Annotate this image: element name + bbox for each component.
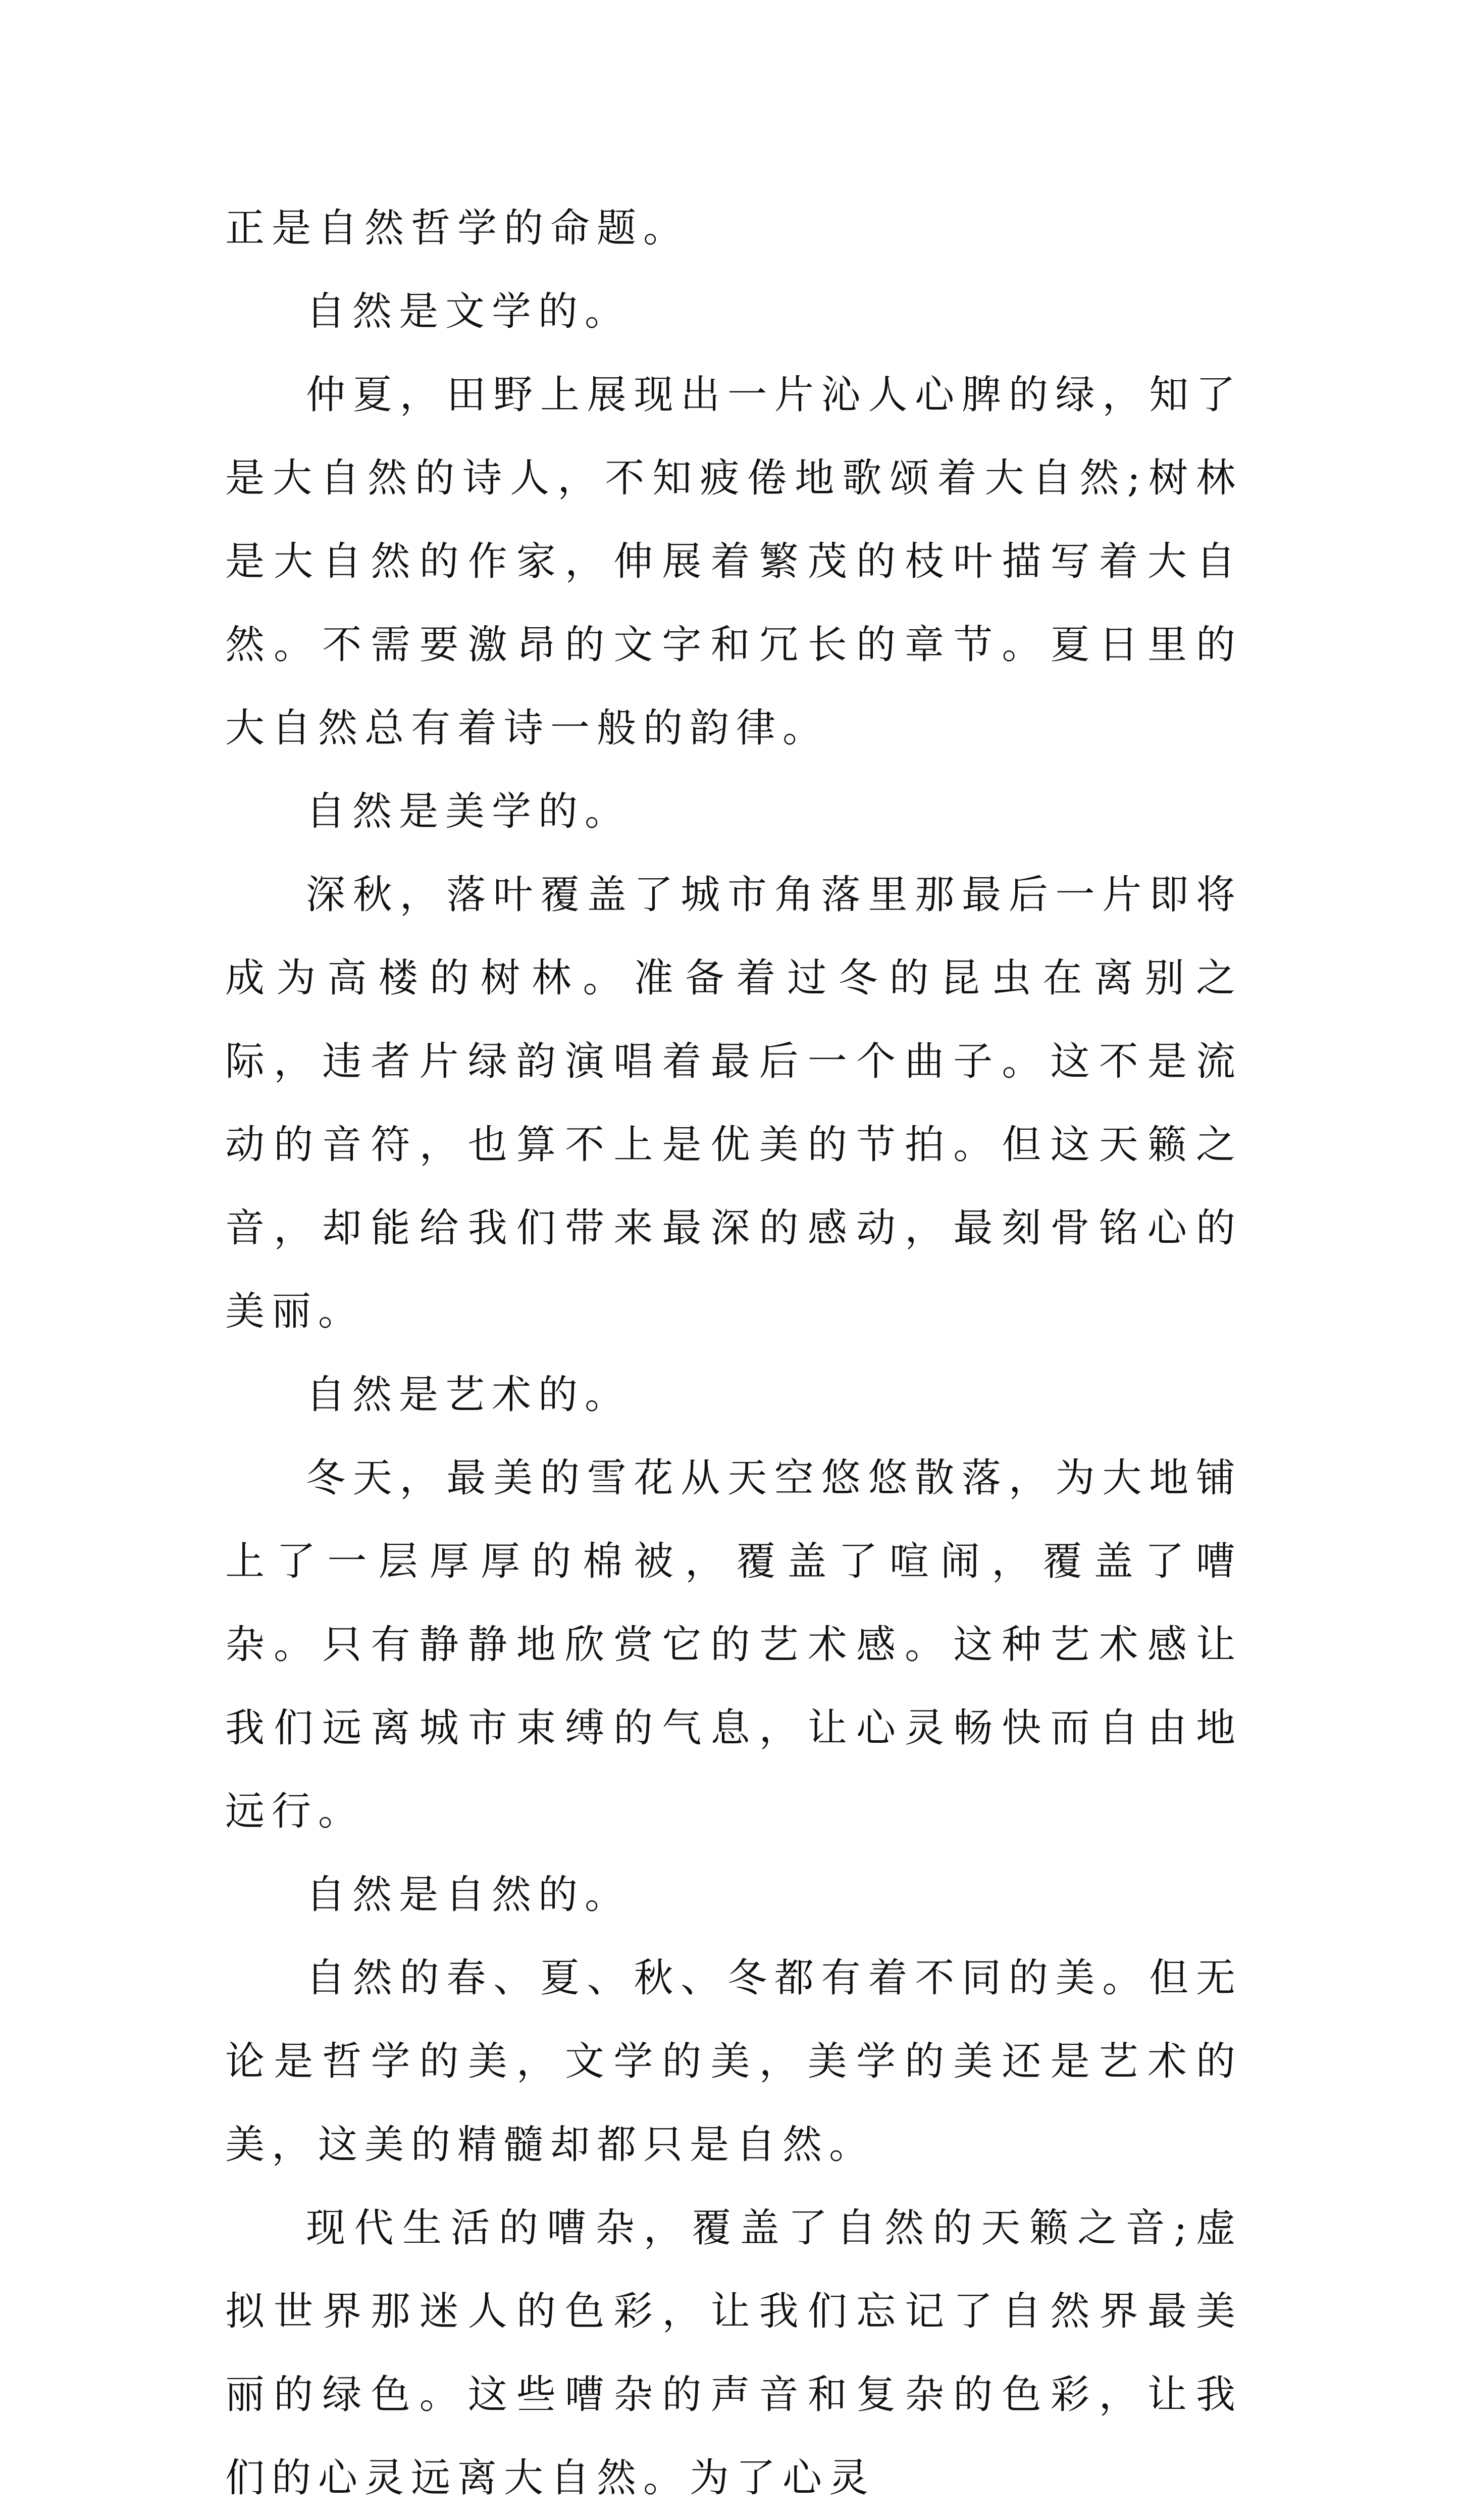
paragraph-7: 冬天，最美的雪花从天空悠悠散落，为大地铺上了一层厚厚的棉被，覆盖了喧闹，覆盖了嘈杂。只有静静地欣赏它的艺术感。这种艺术感让我们远离城市束缚的气息，让心灵畅快而自由地远行。 xyxy=(225,1455,1242,1834)
paragraph-5: 深秋，落叶覆盖了城市角落里那最后一片即将成为高楼的树林。准备着过冬的昆虫在离别之际，违者片绿韵演唱着最后一个曲子。这不是流动的音符，也算不上是优美的节拍。但这天籁之音，却能给我们带来最深的感动，最刻骨铭心的美丽。 xyxy=(225,872,1242,1334)
paragraph-9: 自然的春、夏、秋、冬都有着不同的美。但无论是哲学的美，文学的美，美学的美还是艺术的美，这美的精髓却都只是自然。 xyxy=(225,1955,1242,2168)
paragraph-3: 仲夏，田野上展现出一片沁人心脾的绿，知了是大自然的诗人，不知疲倦地歌颂着大自然;树林是大自然的作家，伸展着繁茂的枝叶描写着大自然。不需要激昂的文字和冗长的章节。夏日里的大自然总有着诗一般的韵律。 xyxy=(225,372,1242,751)
paragraph-2: 自然是文学的。 xyxy=(306,289,632,334)
paragraph-4: 自然是美学的。 xyxy=(306,789,632,834)
document-body xyxy=(225,187,1242,2520)
paragraph-6: 自然是艺术的。 xyxy=(306,1372,632,1418)
paragraph-1: 正是自然哲学的命题。 xyxy=(225,206,690,251)
paragraph-8: 自然是自然的。 xyxy=(306,1872,632,1918)
paragraph-10: 现代生活的嘈杂，覆盖了自然的天籁之音;虚拟世界那迷人的色彩，让我们忘记了自然界最美丽的绿色。这些嘈杂的声音和复杂的色彩，让我们的心灵远离大自然。为了心灵 xyxy=(225,2205,1242,2501)
